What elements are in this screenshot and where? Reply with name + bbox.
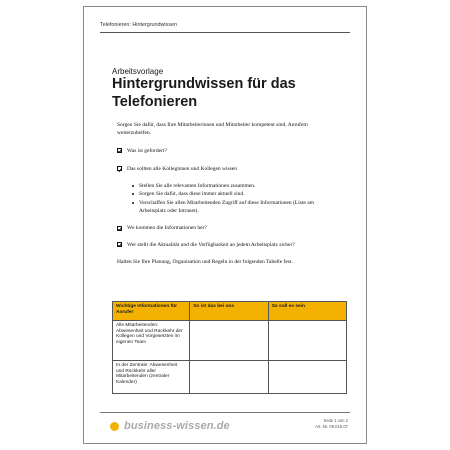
table-header-cell: So soll es sein [268,302,346,321]
checked-checkbox-icon [117,226,122,231]
footer-divider [100,412,350,413]
table-cell-editable[interactable] [268,361,346,394]
table-row [113,321,347,361]
checklist-item [117,241,341,249]
checklist-item-text: Das sollten alle Kolleginnen und Kollegen wissen [127,165,237,172]
table-cell: Alle Mitarbeitenden: Abwesenheit und Rückkehr der Kollegen und Vorgesetzten im eigenen Team [113,321,190,361]
page-number: Seite 1 von 2 [323,418,348,423]
table-cell-editable[interactable] [190,321,268,361]
table-header-cell: So ist das bei uns [190,302,268,321]
checklist-item-text: Wo kommen die Informationen her? [127,225,207,232]
document-title: Hintergrundwissen für das Telefonieren [112,76,296,110]
table-header-row [113,302,347,321]
checked-checkbox-icon [117,166,122,171]
checklist-item-text: Wer stellt die Aktualität und die Verfügbarkeit an jedem Arbeitsplatz sicher? [127,241,295,248]
bullet-list [131,182,341,215]
brand-dot-icon [110,422,119,431]
bullet-item: Stellen Sie alle relevanten Informationen zusammen. [131,182,341,190]
table-header-cell: Wichtige Informationen für Anrufer [113,302,190,321]
document-kicker: Arbeitsvorlage [112,67,164,76]
checklist-item-text: Was ist gefordert? [127,147,167,154]
bullet-item: Sorgen Sie dafür, dass diese immer aktuell sind. [131,190,341,198]
brand-logo [110,420,230,432]
running-header: Telefonieren: Hintergrundwissen [100,22,178,28]
page-info [315,418,348,430]
checklist-item [117,165,341,173]
intro-paragraph: Sorgen Sie dafür, dass Ihre Mitarbeiterinnen und Mitarbeiter kompetent sind, Anrufern weiterzuhelfen. [117,122,308,137]
article-number: Art.-Nr. 06.018.07 [314,424,348,429]
outro-paragraph: Halten Sie Ihre Planung, Organisation und Regeln in der folgenden Tabelle fest. [117,258,293,265]
bullet-item: Verschaffen Sie allen Mitarbeitenden Zugriff auf diese Informationen (Liste am Arbeitsplatz oder Intranet). [131,199,341,216]
document-body [117,121,341,272]
checklist-item [117,147,341,155]
checked-checkbox-icon [117,148,122,153]
checked-checkbox-icon [117,242,122,247]
header-divider [100,32,350,33]
table-cell-editable[interactable] [190,361,268,394]
table-cell-editable[interactable] [268,321,346,361]
document-page [83,6,367,444]
checklist-item [117,224,341,232]
brand-name: business-wissen.de [124,420,230,432]
table-cell: In der Zentrale: Abwesenheit und Rückkehr aller Mitarbeitenden (zentraler Kalender) [113,361,190,394]
table-row [113,361,347,394]
planning-table [112,301,347,394]
